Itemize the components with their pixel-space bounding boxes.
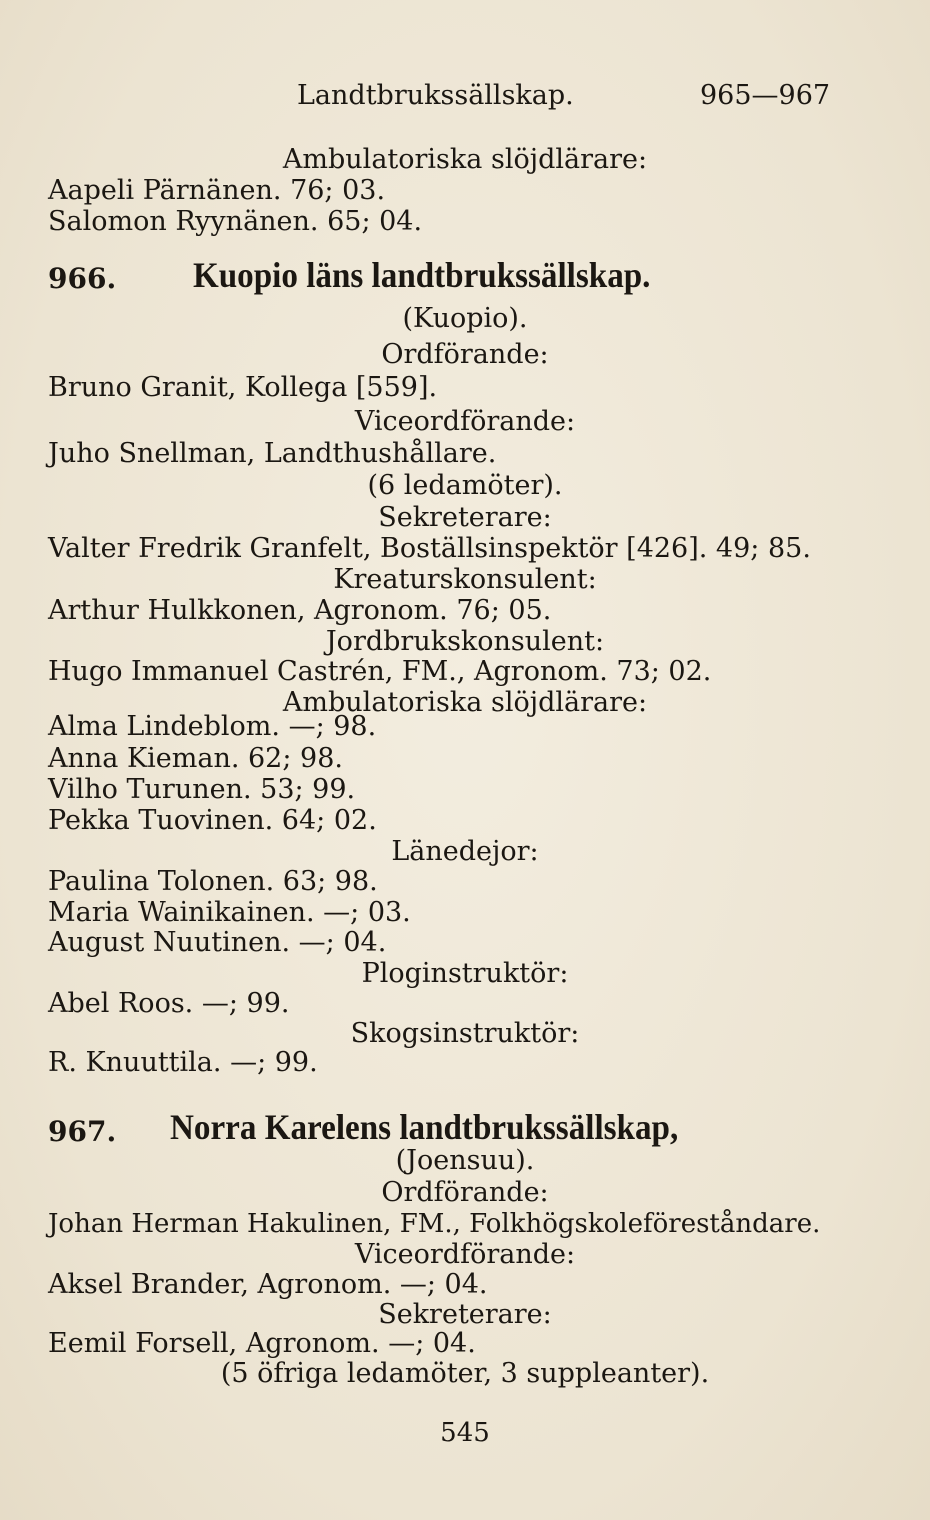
role-heading: Viceordförande: (354, 1239, 576, 1270)
list-item: Bruno Granit, Kollega [559]. (48, 372, 438, 403)
list-item: Hugo Immanuel Castrén, FM., Agronom. 73; 02. (48, 656, 712, 687)
role-heading: Ordförande: (381, 1177, 549, 1208)
role-heading: Ploginstruktör: (361, 958, 569, 989)
list-item: Valter Fredrik Granfelt, Boställsinspektör [426]. 49; 85. (48, 533, 811, 564)
list-item: Johan Herman Hakulinen, FM., Folkhögskoleföreståndare. (48, 1209, 821, 1239)
role-heading: Kreaturskonsulent: (333, 564, 597, 595)
list-item: Pekka Tuovinen. 64; 02. (48, 805, 377, 836)
role-heading: Ordförande: (381, 339, 549, 370)
running-head: Landtbrukssällskap. (297, 80, 574, 111)
list-item: Vilho Turunen. 53; 99. (48, 774, 356, 805)
members-note: (6 ledamöter). (367, 470, 563, 501)
section-title-967: Norra Karelens landtbrukssällskap, (170, 1107, 679, 1147)
role-heading: Ambulatoriska slöjdlärare: (282, 687, 648, 718)
role-heading: Jordbrukskonsulent: (325, 626, 605, 657)
section-number-967: 967. (48, 1115, 117, 1148)
section-title-966: Kuopio läns landtbrukssällskap. (193, 255, 651, 295)
list-item: Aksel Brander, Agronom. —; 04. (48, 1269, 488, 1300)
intro-heading: Ambulatoriska slöjdlärare: (282, 144, 648, 175)
list-item: August Nuutinen. —; 04. (48, 927, 387, 958)
role-heading: Viceordförande: (354, 406, 576, 437)
section-place: (Kuopio). (402, 303, 528, 334)
list-item: Maria Wainikainen. —; 03. (48, 897, 411, 928)
list-item: Salomon Ryynänen. 65; 04. (48, 206, 423, 237)
list-item: Abel Roos. —; 99. (48, 988, 290, 1019)
role-heading: Länedejor: (391, 836, 539, 867)
list-item: Paulina Tolonen. 63; 98. (48, 866, 378, 897)
members-note: (5 öfriga ledamöter, 3 suppleanter). (220, 1358, 710, 1389)
list-item: Anna Kieman. 62; 98. (48, 743, 343, 774)
section-place: (Joensuu). (395, 1145, 535, 1176)
list-item: Juho Snellman, Landthushållare. (48, 438, 497, 469)
section-number-966: 966. (48, 262, 117, 295)
list-item: Eemil Forsell, Agronom. —; 04. (48, 1328, 476, 1359)
list-item: Alma Lindeblom. —; 98. (48, 711, 377, 742)
page-range: 965—967 (700, 80, 831, 111)
list-item: Aapeli Pärnänen. 76; 03. (48, 175, 386, 206)
role-heading: Sekreterare: (378, 1299, 552, 1330)
role-heading: Sekreterare: (378, 502, 552, 533)
list-item: R. Knuuttila. —; 99. (48, 1047, 318, 1078)
list-item: Arthur Hulkkonen, Agronom. 76; 05. (48, 595, 552, 626)
page-number: 545 (440, 1418, 490, 1448)
role-heading: Skogsinstruktör: (350, 1018, 580, 1049)
